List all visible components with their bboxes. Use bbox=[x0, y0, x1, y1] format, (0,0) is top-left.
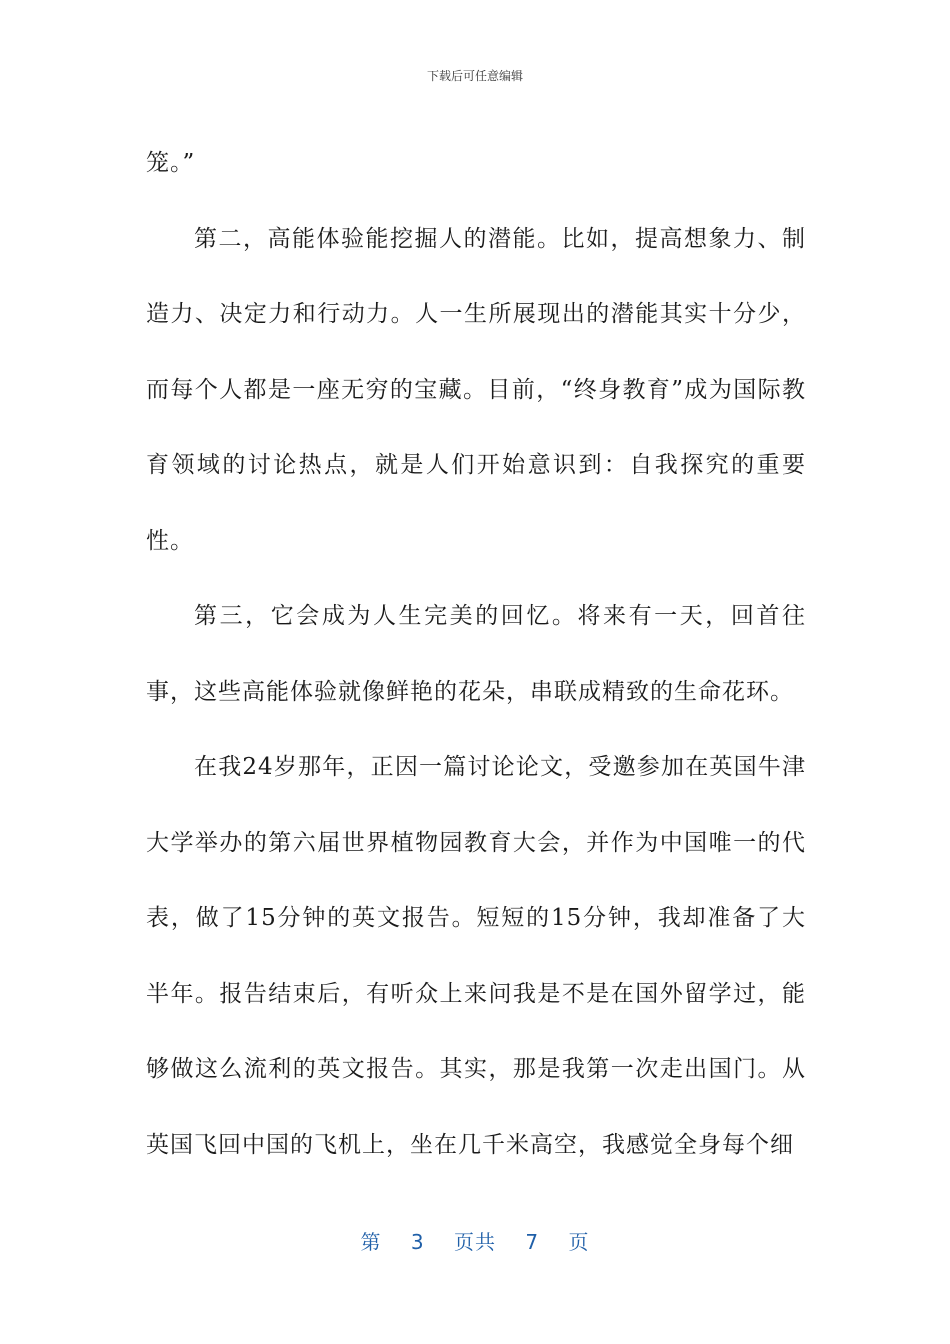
document-body bbox=[146, 126, 806, 1183]
footer-prefix: 第 bbox=[360, 1230, 382, 1254]
footer-suffix: 页 bbox=[568, 1230, 590, 1254]
paragraph-4: 在我24岁那年，正因一篇讨论论文，受邀参加在英国牛津大学举办的第六届世界植物园教育大会，并作为中国唯一的代表，做了15分钟的英文报告。短短的15分钟，我却准备了大半年。报告结束后，有听众上来问我是不是在国外留学过，能够做这么流利的英文报告。其实，那是我第一次走出国门。从英国飞回中国的飞机上，坐在几千米高空，我感觉全身每个细 bbox=[146, 754, 806, 1158]
page-footer bbox=[0, 1226, 950, 1255]
paragraph-2: 第二，高能体验能挖掘人的潜能。比如，提高想象力、制造力、决定力和行动力。人一生所展现出的潜能其实十分少，而每个人都是一座无穷的宝藏。目前，“终身教育”成为国际教育领域的讨论热点，就是人们开始意识到：自我探究的重要性。 bbox=[146, 225, 806, 554]
footer-page-number: 3 bbox=[410, 1230, 425, 1254]
paragraph-3: 第三，它会成为人生完美的回忆。将来有一天，回首往事，这些高能体验就像鲜艳的花朵，串联成精致的生命花环。 bbox=[146, 603, 806, 705]
paragraph-1: 笼。” bbox=[146, 150, 196, 176]
page-header: 下载后可任意编辑 bbox=[426, 69, 523, 83]
footer-middle: 页共 bbox=[454, 1230, 496, 1254]
footer-total-pages: 7 bbox=[525, 1230, 540, 1254]
